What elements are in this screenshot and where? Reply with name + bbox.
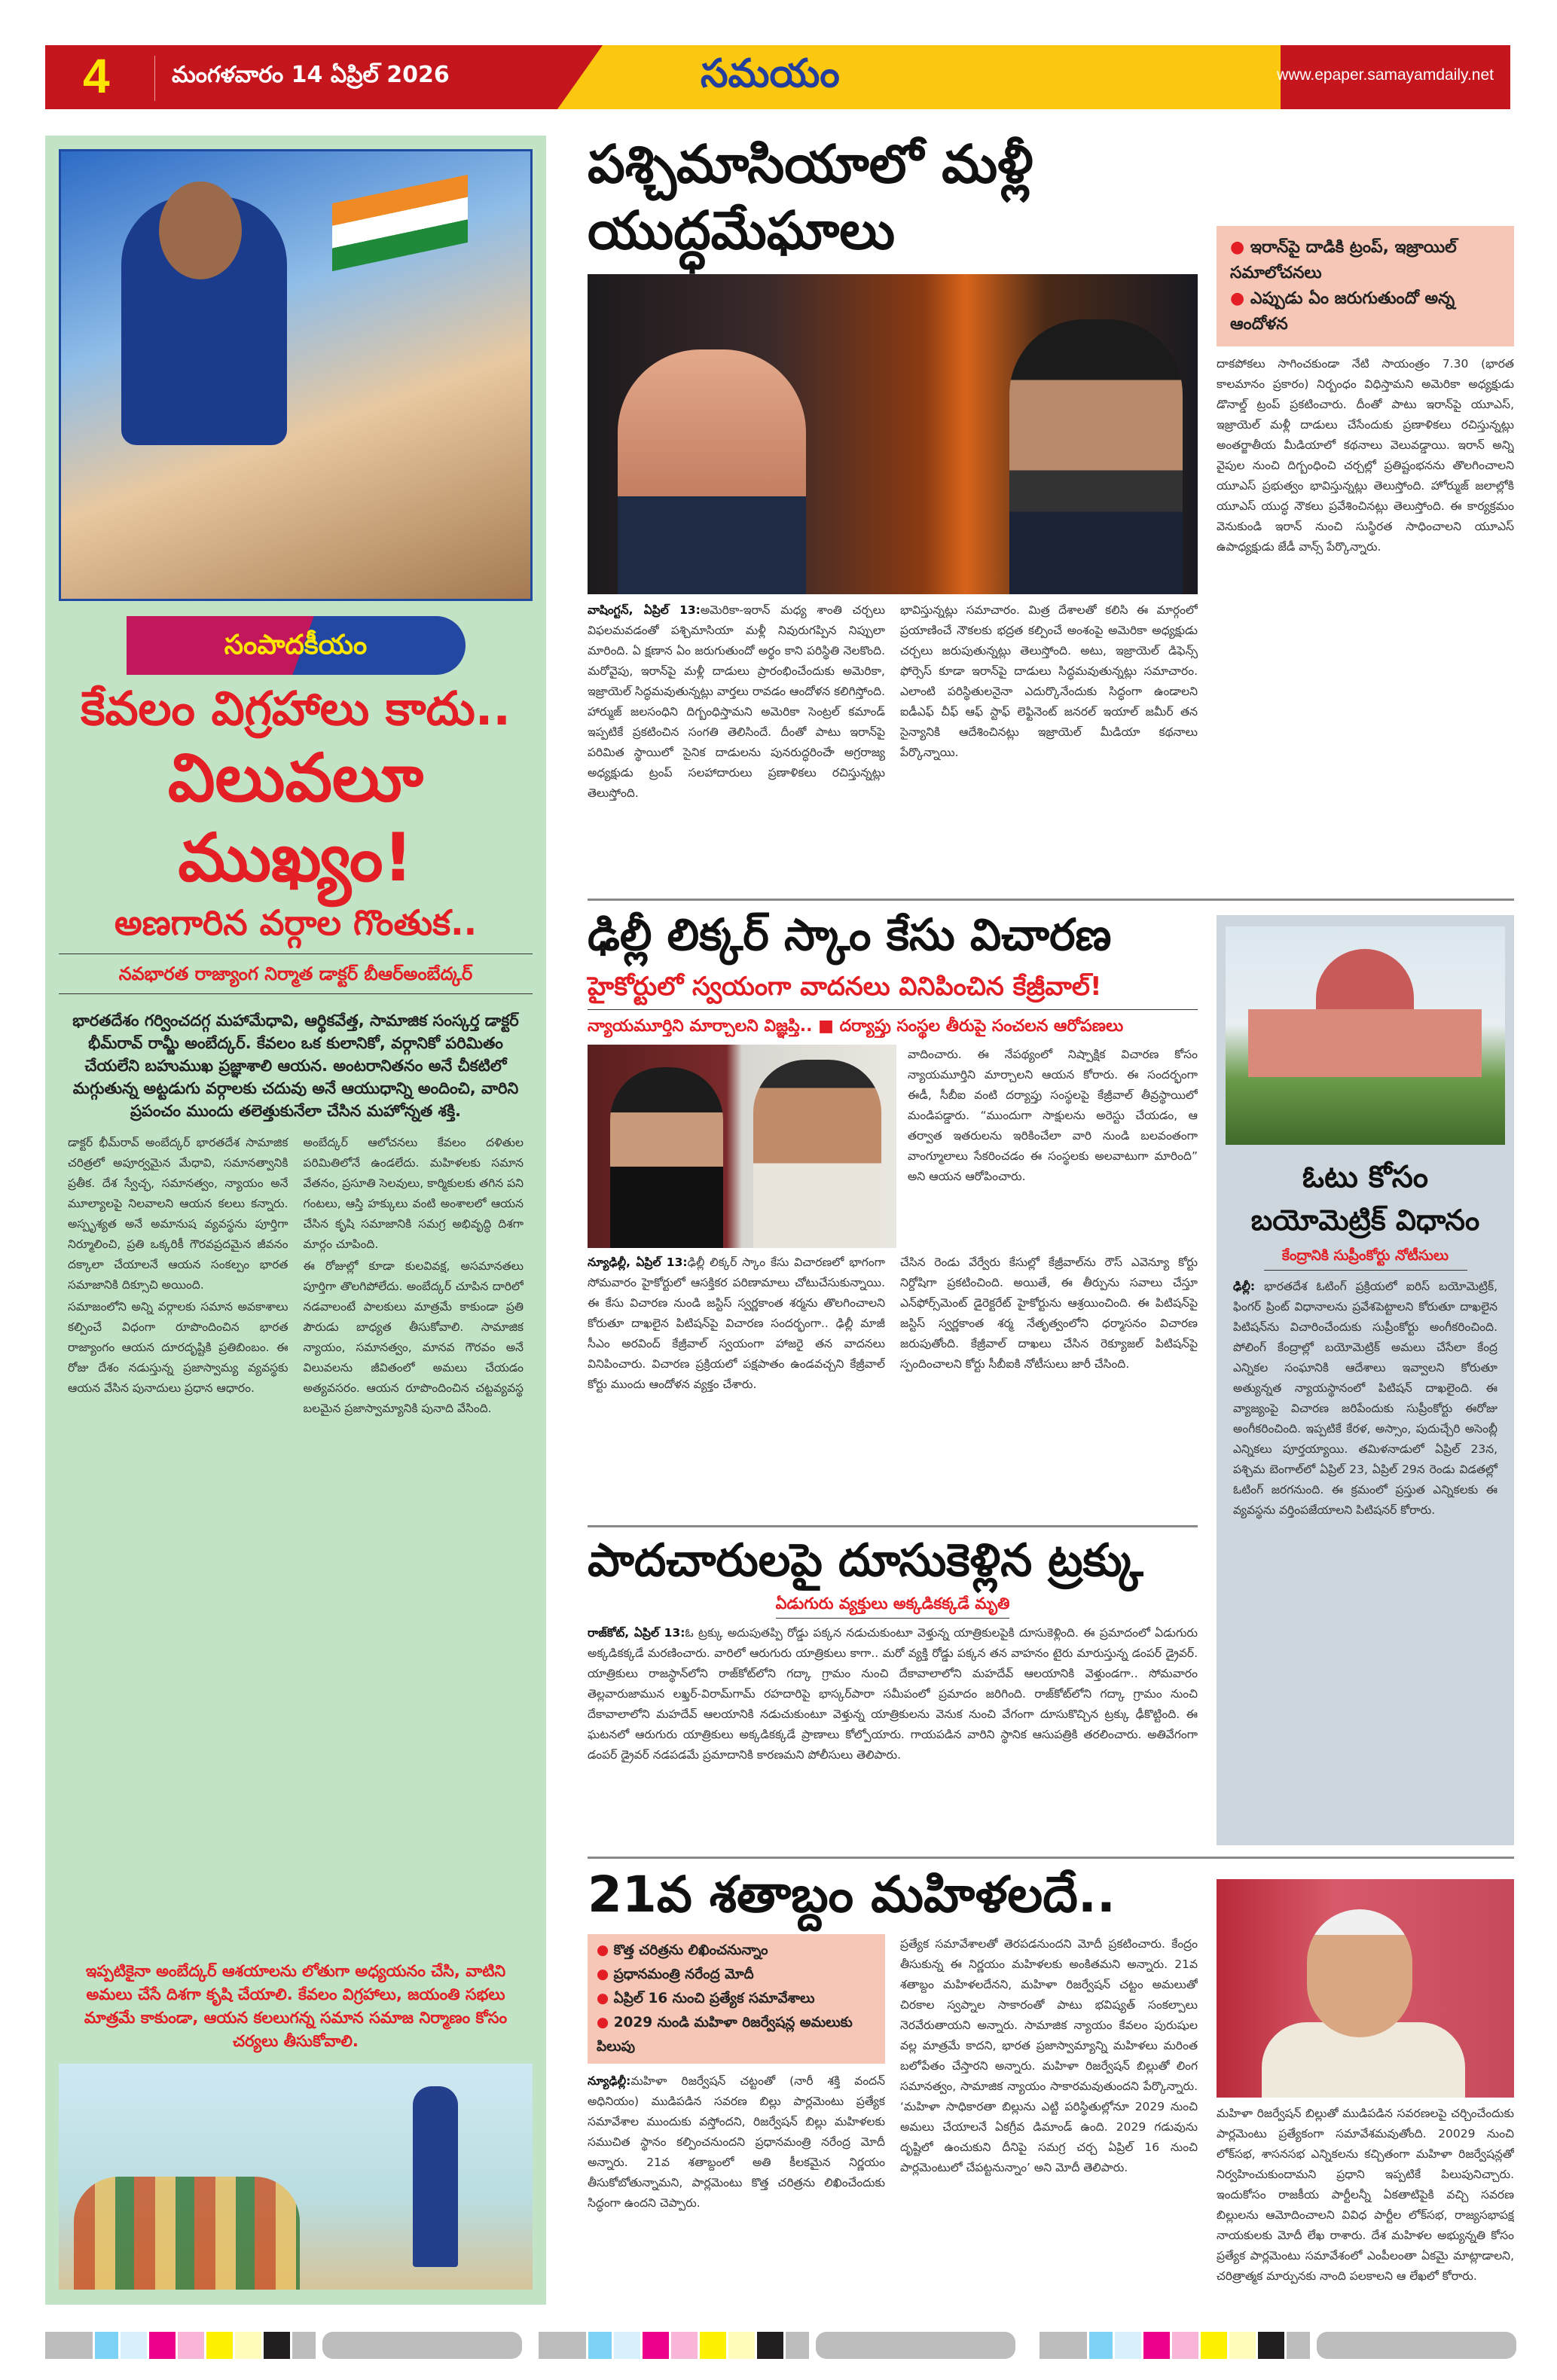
highlight-item [597, 1939, 876, 1963]
liquor-subhead: హైకోర్టులో స్వయంగా వాదనలు వినిపించిన కేజ్రీవాల్! [588, 971, 1102, 1002]
editorial-headline-1: కేవలం విగ్రహాలు కాదు.. [81, 681, 511, 736]
women-body-col3: మహిళా రిజర్వేషన్ బిల్లుతో ముడిపడిన సవరణలపై చర్చించేందుకు పార్లమెంటు ప్రత్యేకంగా సమావేశమవుతోంది. 20029 నుంచి లోక్‌సభ, శాసనసభ ఎన్నికలను కచ్చితంగా మహిళా రిజర్వేషన్లతో నిర్వహించుకుందామని ప్రధాని ఇప్పటికే పిలుపునిచ్చారు. ఇందుకోసం రాజకీయ పార్టీలన్నీ ఏకతాటిపైకి వచ్చి సవరణ బిల్లులను ఆమోదించాలని వివిధ పార్టీల లోక్‌సభ, రాజ్యసభాపక్ష నాయకులకు మోదీ లేఖ రాశారు. దేశ మహిళల అభ్యున్నతి కోసం ప్రత్యేక పార్లమెంటు సమావేశంలో ఎంపీలంతా ఏకమై మాట్లాడాలని, చరిత్రాత్మక మార్పునకు నాంది పలకాలని ఆ లేఖలో కోరారు. [1217, 2107, 1514, 2283]
liquor-body-col2: చేసిన రెండు వేర్వేరు కేసుల్లో కేజ్రీవాల్‌ను రౌస్ ఎవెన్యూ కోర్టు నిర్దోషిగా ప్రకటించింది. అయితే, ఈ తీర్పును సవాలు చేస్తూ ఎన్‌ఫోర్స్‌మెంట్ డైరెక్టరేట్ హైకోర్టును ఆశ్రయించింది. ఈ పిటిషన్‌పై జస్టిస్ స్వర్ణకాంత శర్మ నేతృత్వంలోని ధర్మాసనం విచారణ జరుపుతోంది. కేజ్రీవాల్ దాఖలు చేసిన రెక్యూజల్ పిటిషన్‌పై స్పందించాలని కోర్టు సీబీఐకి నోటీసులు జారీ చేసింది. [900, 1255, 1198, 1371]
body-text: ఓ ట్రక్కు అదుపుతప్పి రోడ్డు పక్కన నడుచుకుంటూ వెళ్తున్న యాత్రికులపైకి దూసుకెళ్లింది. ఈ ప్రమాదంలో ఏడుగురు అక్కడికక్కడే మరణించారు. వారిలో ఆరుగురు యాత్రికులు కాగా.. మరో వ్యక్తి రోడ్డు పక్కన తన వాహనం టైరు మారుస్తున్న డంపర్ డ్రైవర్. యాత్రికులు రాజస్థాన్‌లోని రాజ్‌కోట్‌లోని గద్కా గ్రామం నుంచి దేకావాలాలోని మహదేవ్ ఆలయానికి వెళ్తుండగా.. సోమవారం తెల్లవారుజామున లఖ్తర్-విరామ్‌గామ్ రహదారిపై భాస్కర్‌పారా సమీపంలో ప్రమాదం జరిగింది. రాజ్‌కోట్‌లోని గద్కా గ్రామం నుంచి దేకావాలాలోని మహదేవ్ ఆలయానికి నడుచుకుంటూ వెళ్తున్న యాత్రికులను వెనుక నుంచి వేగంగా దూసుకొచ్చిన ట్రక్కు ఢీకొట్టింది. ఈ ఘటనలో ఆరుగురు యాత్రికులు అక్కడికక్కడే ప్రాణాలు కోల్పోయారు. గాయపడిన వారిని స్థానిక ఆసుపత్రికి తరలించారు. అతివేగంగా డంపర్ డ్రైవర్ నడపడమే ప్రమాదానికి కారణమని పోలీసులు తెలిపారు. [588, 1626, 1198, 1762]
editorial-subhead: నవభారత రాజ్యాంగ నిర్మాత డాక్టర్ బీఆర్‌అంబేద్కర్ [118, 963, 473, 984]
color-swatch [671, 2332, 698, 2359]
paragraph: సమాజంలోని అన్ని వర్గాలకు సమాన అవకాశాలు కల్పించే విధంగా రూపొందించిన భారత రాజ్యాంగం ఆయన దూరదృష్టికి ప్రతిబింబం. ఈ రోజు దేశం నడుస్తున్న ప్రజాస్వామ్య వ్యవస్థకు ఆయన వేసిన పునాదులు ప్రధాన ఆధారం. [68, 1300, 289, 1395]
highlight-item [1230, 286, 1501, 337]
editorial-body [59, 1133, 533, 1949]
editorial-headline-3: అణగారిన వర్గాల గొంతుక.. [114, 902, 478, 943]
color-swatch [643, 2332, 669, 2359]
highlight-item [1230, 235, 1501, 286]
color-swatch [235, 2332, 261, 2359]
color-swatch [1040, 2332, 1087, 2359]
color-swatch [757, 2332, 783, 2359]
flag-shape [332, 175, 468, 271]
highlight-text: ఏప్రిల్ 16 నుంచి ప్రత్యేక సమావేశాలు [613, 1990, 815, 2006]
liquor-body-top: వాదించారు. ఈ నేపథ్యంలో నిష్పాక్షిక విచారణ కోసం న్యాయమూర్తిని మార్చాలని ఆయన కోరారు. ఈ సందర్భంగా ఈడీ, సీబీఐ వంటి దర్యాప్తు సంస్థలపై కేజ్రీవాల్ తీవ్రస్థాయిలో మండిపడ్డారు. “ముందుగా సాక్షులను అరెస్టు చేయడం, ఆ తర్వాత ఇతరులను ఇరికించేలా వారి నుండి బలవంతంగా వాంగ్మూలాలు సేకరించడం ఈ సంస్థలకు అలవాటుగా మారింది” అని ఆయన ఆరోపించారు. [908, 1047, 1198, 1183]
color-swatch [264, 2332, 290, 2359]
gray-bar [322, 2332, 522, 2359]
color-swatch [539, 2332, 586, 2359]
war-headline: పశ్చిమాసియాలో మళ్లీ యుద్ధమేఘాలు [588, 133, 1033, 261]
color-swatch [728, 2332, 755, 2359]
women-left-column [588, 1934, 885, 2309]
paragraph: డాక్టర్ భీమ్‌రావ్ అంబేద్కర్ భారతదేశ సామాజిక చరిత్రలో అపూర్వమైన మేధావి, సమానత్వానికి ప్రతీక. దేశ స్వేచ్ఛ, సమానత్వం, న్యాయం అనే మూల్యాలపై నిలవాలని ఆయన కలలు కన్నారు. అస్పృశ్యత అనే అమానుష వ్యవస్థను పూర్తిగా నిర్మూలించి, ప్రతి ఒక్కరికీ గౌరవప్రదమైన జీవనం దక్కాలా చేయాలనే ఆయన సంకల్పం భారత సమాజానికి దిక్సూచి అయింది. [68, 1136, 289, 1292]
person-shape [610, 1067, 723, 1248]
dateline: వాషింగ్టన్, ఏప్రిల్ 13: [588, 603, 701, 617]
war-body [588, 600, 1198, 892]
color-swatch [1229, 2332, 1256, 2359]
color-registration-strip [45, 2332, 1510, 2359]
biometric-sidebar [1217, 915, 1514, 1845]
biometric-headline-1: ఓటు కోసం [1302, 1160, 1429, 1195]
liquor-story [588, 908, 1198, 1519]
divider [1264, 1270, 1467, 1271]
color-swatch [1115, 2332, 1141, 2359]
dateline: రాజ్‌కోట్, ఏప్రిల్ 13: [588, 1626, 685, 1640]
color-swatch [121, 2332, 147, 2359]
modi-photo [1217, 1879, 1514, 2098]
section-divider [588, 1857, 1514, 1859]
person-shape [1009, 319, 1183, 594]
deck-text: దర్యాప్తు సంస్థల తీరుపై సంచలన ఆరోపణలు [839, 1016, 1124, 1036]
body-text: భారతదేశ ఓటింగ్ ప్రక్రియలో ఐరిస్ బయోమెట్రిక్, ఫింగర్ ప్రింట్ విధానాలను ప్రవేశపెట్టాలని కోరుతూ దాఖలైన పిటిషన్‌ను విచారించేందుకు సుప్రీంకోర్టు అంగీకరించింది. పోలింగ్ కేంద్రాల్లో బయోమెట్రిక్ అమలు చేసేలా కేంద్ర ఎన్నికల సంఘానికి ఆదేశాలు ఇవ్వాలని కోరుతూ అత్యున్నత న్యాయస్థానంలో పిటిషన్ దాఖలైంది. ఈ వ్యాజ్యంపై విచారణ జరిపేందుకు సుప్రీంకోర్టు ఈరోజు అంగీకరించింది. ఇప్పటికే కేరళ, అస్సాం, పుదుచ్చేరి అసెంబ్లీ ఎన్నికలు పూర్తయ్యాయి. తమిళనాడులో ఏప్రిల్ 23న, పశ్చిమ బెంగాల్‌లో ఏప్రిల్ 23, ఏప్రిల్ 29న రెండు విడతల్లో ఓటింగ్ జరగనుంది. ఈ క్రమంలో ప్రస్తుత ఎన్నికలకు ఈ వ్యవస్థను వర్తింపజేయాలని పిటిషనర్ కోరారు. [1233, 1280, 1497, 1517]
header-divider [154, 56, 155, 101]
building-shape [1248, 1009, 1482, 1077]
crowd-shape [74, 2177, 300, 2290]
editorial-body-col1 [68, 1133, 289, 1949]
body-text: అమెరికా-ఇరాన్ మధ్య శాంతి చర్చలు విఫలమవడంతో పశ్చిమాసియా మళ్లీ నివురుగప్పిన నిప్పులా మారింది. ఏ క్షణాన ఏం జరుగుతుందో అర్థం కాని పరిస్థితి నెలకొంది. మరోవైపు, ఇరాన్‌పై మళ్లీ దాడులు ప్రారంభించేందుకు అమెరికా, ఇజ్రాయెల్ సిద్ధమవుతున్నట్లు వార్తలు రావడం ఆందోళన కలిగిస్తోంది. హార్ముజ్ జలసంధిని దిగ్బంధిస్తామని అమెరికా సెంట్రల్ కమాండ్ ఇప్పటికే ప్రకటించిన సంగతి తెలిసిందే. దీంతో పాటు ఇరాన్‌పై పరిమిత స్థాయిలో సైనిక దాడులను పునరుద్ధరించేా అగ్రరాజ్య అధ్యక్షుడు ట్రంప్ సలహాదారులు ప్రణాళికలు రచిస్తున్నట్లు తెలుస్తోంది. [588, 603, 885, 800]
dome-shape [1316, 949, 1414, 1017]
body-text: మహిళా రిజర్వేషన్ చట్టంతో (నారీ శక్తి వందన్ అధినియం) ముడిపడిన సవరణ బిల్లు పార్లమెంటు ప్రత్యేక సమావేశాల ముందుకు వస్తోందని, రిజర్వేషన్ బిల్లు మహిళలకు సముచిత స్థానం కల్పించనుందని ప్రధానమంత్రి నరేంద్ర మోదీ అన్నారు. 21వ శతాబ్దంలో అతి కీలకమైన నిర్ణయం తీసుకోబోతున్నామని, పార్లమెంటు కొత్త చరిత్రను లిఖించేందుకు సిద్ధంగా ఉందని చెప్పారు. [588, 2073, 885, 2210]
color-swatch [1258, 2332, 1284, 2359]
bullet-icon: ● [597, 2014, 614, 2031]
color-swatch [786, 2332, 809, 2359]
color-swatch [206, 2332, 233, 2359]
person-shape [753, 1060, 881, 1248]
women-story [588, 1864, 1198, 2308]
color-swatch [700, 2332, 726, 2359]
highlight-text: 2029 నుండి మహిళా రిజర్వేషన్ల అమలుకు పిలుపు [597, 2014, 853, 2055]
masthead-logo: సమయం [701, 51, 840, 96]
editorial-body-col2 [304, 1133, 524, 1949]
color-swatch [149, 2332, 176, 2359]
color-swatch [1287, 2332, 1310, 2359]
ambedkar-statue-illustration [59, 2064, 533, 2290]
dateline: ఢిల్లీ: [1233, 1280, 1256, 1293]
highlight-text: ఎప్పుడు ఏం జరుగుతుందో అన్న ఆందోళన [1230, 289, 1455, 334]
liquor-body [588, 1253, 1198, 1520]
women-highlights-box [588, 1934, 885, 2064]
person-shape [1307, 1909, 1412, 2037]
truck-story [588, 1533, 1198, 1851]
biometric-subhead: కేంద్రానికి సుప్రీంకోర్టు నోటీసులు [1281, 1247, 1449, 1264]
color-swatch [588, 2332, 612, 2359]
color-swatch [292, 2332, 316, 2359]
color-swatch [178, 2332, 204, 2359]
editorial-headline-2: విలువలూ ముఖ్యం! [167, 739, 424, 896]
trump-iran-photo [588, 274, 1198, 594]
highlight-text: ప్రధానమంత్రి నరేంద్ర మోదీ [613, 1966, 754, 1982]
highlight-text: కొత్త చరిత్రను లిఖించనున్నాం [613, 1942, 768, 1958]
biometric-body [1226, 1277, 1505, 1838]
page-header [45, 45, 1510, 109]
women-body-col1 [588, 2071, 885, 2309]
war-sidebar [1217, 226, 1514, 892]
gray-bar [816, 2332, 1015, 2359]
color-swatch [614, 2332, 640, 2359]
supreme-court-photo [1226, 926, 1505, 1145]
highlight-item [597, 1963, 876, 1987]
color-swatch [1172, 2332, 1198, 2359]
liquor-body-col1 [588, 1253, 885, 1520]
paragraph: ఈ రోజుల్లో కూడా కులవివక్ష, అసమానతలు పూర్తిగా తొలగిపోలేదు. అంబేద్కర్ చూపిన దారిలో నడవాలంటే పాలకులు మాత్రమే కాకుండా ప్రతి పౌరుడు బాధ్యత తీసుకోవాలి. సామాజిక న్యాయం, సమానత్వం, మానవ గౌరవం అనే విలువలను జీవితంలో అమలు చేయడం అత్యవసరం. ఆయన రూపొందించిన చట్టవ్యవస్థ బలమైన ప్రజాస్వామ్యానికి పునాది వేసింది. [303, 1259, 524, 1415]
body-text: ఢిల్లీ లిక్కర్ స్కాం కేసు విచారణలో భాగంగా సోమవారం హైకోర్టులో ఆసక్తికర పరిణామాలు చోటుచేసుకున్నాయి. ఈ కేసు విచారణ నుండి జస్టిస్ స్వర్ణకాంత శర్మను తొలగించాలని కోరుతూ దాఖలైన పిటిషన్‌పై విచారణ సందర్భంగా.. ఢిల్లీ మాజీ సీఎం అరవింద్ కేజ్రీవాల్ స్వయంగా హాజరై తన వాదనలు వినిపించారు. విచారణ ప్రక్రియలో పక్షపాతం ఉండవచ్చని కేజ్రీవాల్ కోర్టు ముందు ఆందోళన వ్యక్తం చేశారు. [588, 1255, 885, 1391]
color-swatch [95, 2332, 118, 2359]
liquor-deck [588, 1015, 1198, 1039]
judge-kejriwal-photo [588, 1045, 896, 1248]
dateline: న్యూఢిల్లీ, ఏప్రిల్ 13: [588, 1255, 688, 1269]
editorial-tag: సంపాదకీయం [127, 616, 466, 675]
biometric-headline-2: బయోమెట్రిక్ విధానం [1250, 1204, 1480, 1237]
bullet-icon: ● [1230, 238, 1250, 257]
divider [588, 1009, 1198, 1010]
editorial-column [45, 136, 546, 2305]
war-body-col3: దాకపోకలు సాగించకుండా నేటి సాయంత్రం 7.30 (భారత కాలమానం ప్రకారం) నిర్బంధం విధిస్తామని అమెరికా అధ్యక్షుడు డొనాల్డ్ ట్రంప్ ప్రకటించారు. దీంతో పాటు ఇరాన్‌పై యూఎస్, ఇజ్రాయెల్ మళ్లీ దాడులు చేసేందుకు ప్రణాళికలు రచిస్తున్నట్లు అంతర్జాతీయ మీడియాలో కథనాలు వెలువడ్డాయి. ఇరాన్ అన్ని వైపుల నుంచి దిగ్బంధించి చర్చల్లో ప్రతిష్టంభనను తొలగించాలని యూఎస్ ప్రభుత్వం భావిస్తున్నట్లు తెలుస్తోంది. హోర్ముజ్ జలాల్లోకి యూఎస్ యుద్ధ నౌకలు ప్రవేశించినట్లు తెలుస్తోంది. ఈ కార్యక్రమం వెనుకుండి ఇరాన్ నుంచి సుస్థిరత సాధించాలని యూఎస్ ఉపాధ్యక్షుడు జేడీ వాన్స్ పేర్కొన్నారు. [1217, 357, 1514, 554]
truck-body [588, 1623, 1198, 1851]
color-swatch [1143, 2332, 1170, 2359]
women-headline: 21వ శతాబ్దం మహిళలదే.. [588, 1866, 1116, 1924]
color-swatch [1089, 2332, 1113, 2359]
bullet-icon: ● [1230, 289, 1250, 308]
ambedkar-illustration [59, 149, 533, 601]
highlight-text: ఇరాన్‌పై దాడికి ట్రంప్, ఇజ్రాయిల్ సమాలోచనలు [1230, 238, 1457, 282]
color-swatch [1201, 2332, 1227, 2359]
war-story [588, 132, 1198, 892]
editorial-intro: భారతదేశం గర్వించదగ్గ మహామేధావి, ఆర్థికవేత్త, సామాజిక సంస్కర్త డాక్టర్ భీమ్‌రావ్ రామ్జీ అంబేద్కర్. కేవలం ఒక కులానికో, వర్గానికో పరిమితం చేయలేని బహుముఖ ప్రజ్ఞాశాలి ఆయన. అంటరానితనం అనే చీకటిలో మగ్గుతున్న అట్టడుగు వర్గాలకు చదువు అనే ఆయుధాన్ని అందించి, వారిని ప్రపంచం ముందు తలెత్తుకునేలా చేసిన మహోన్నత శక్తి. [72, 1012, 519, 1120]
truck-headline: పాదచారులపై దూసుకెళ్లిన ట్రక్కు [588, 1534, 1143, 1587]
section-divider [588, 1525, 1198, 1527]
face-shape [159, 182, 242, 279]
bullet-icon: ● [597, 1990, 614, 2006]
epaper-url[interactable]: www.epaper.samayamdaily.net [1277, 66, 1494, 84]
square-bullet-icon: ■ [818, 1016, 834, 1036]
war-body-col2: భావిస్తున్నట్లు సమాచారం. మిత్ర దేశాలతో కలిసి ఈ మార్గంలో ప్రయాణించే నౌకలకు భద్రత కల్పించే అంశంపై అమెరికా అధ్యక్షుడు చర్చలు జరుపుతున్నట్లు తెలుస్తోంది. అటు, ఇజ్రాయెల్ డిఫెన్స్ ఫోర్సెస్ కూడా ఇరాన్‌పై దాడులు సిద్ధమవుతున్నట్లు సమాచారం. ఎలాంటి పరిస్థితులనైనా ఎదుర్కొనేందుకు సిద్ధంగా ఉండాలని ఐడీఎఫ్ చీఫ్ ఆఫ్ స్టాఫ్ లెఫ్టినెంట్ జనరల్ ఇయాల్ జమీర్ తన సైన్యానికి ఆదేశించినట్లు ఇజ్రాయెల్ మీడియా కథనాలు పేర్కొన్నాయి. [900, 603, 1198, 759]
color-swatch [45, 2332, 93, 2359]
liquor-photo-row [588, 1045, 1198, 1248]
statue-shape [413, 2086, 458, 2267]
header-yellow-band [557, 45, 1281, 109]
bullet-icon: ● [597, 1942, 614, 1958]
gray-bar [1317, 2332, 1516, 2359]
editorial-pull-quote: ఇప్పటికైనా అంబేద్కర్ ఆశయాలను లోతుగా అధ్యయనం చేసి, వాటిని అమలు చేసే దిశగా కృషి చేయాలి. కేవలం విగ్రహాలు, జయంతి సభలు మాత్రమే కాకుండా, ఆయన కలలుగన్న సమాన సమాజ నిర్మాణం కోసం చర్యలు తీసుకోవాలి. [84, 1962, 508, 2050]
truck-subhead: ఏడుగురు వ్యక్తులు అక్కడికక్కడే మృతి [775, 1594, 1010, 1613]
issue-date: మంగళవారం 14 ఏప్రిల్ 2026 [172, 62, 450, 88]
section-divider [588, 899, 1514, 901]
women-body [588, 1934, 1198, 2309]
divider [776, 1618, 1009, 1619]
paragraph: అంబేద్కర్ ఆలోచనలు కేవలం దళితుల పరిమితిలోనే ఉండలేదు. మహిళలకు సమాన వేతనం, ప్రసూతి సెలవులు, కార్మికులకు తగిన పని గంటలు, ఆస్తి హక్కులు వంటి అంశాలలో ఆయన చేసిన కృషి సమాజానికి సమగ్ర అభివృద్ధి దిశగా మార్గం చూపింది. [303, 1136, 524, 1251]
bullet-icon: ● [597, 1966, 614, 1982]
war-body-col1 [588, 600, 885, 892]
highlight-item [597, 1987, 876, 2011]
highlight-item [597, 2011, 876, 2059]
deck-text: న్యాయమూర్తిని మార్చాలని విజ్ఞప్తి.. [588, 1016, 813, 1036]
women-body-col2: ప్రత్యేక సమావేశాలతో తెరపడనుందని మోదీ ప్రకటించారు. కేంద్రం తీసుకున్న ఈ నిర్ణయం మహిళలకు అంకితమని అన్నారు. 21వ శతాబ్దం మహిళలదేనని, మహిళా రిజర్వేషన్ చట్టం అమలుతో చిరకాల స్వప్నాల సాకారంతో పాటు భవిష్యత్ సంకల్పాలు నెరవేరుతాయని అన్నారు. సామాజిక న్యాయం కేవలం పురుషుల వల్ల మాత్రమే కాదని, భారత ప్రజాస్వామ్యాన్ని మహిళలు మరింత బలోపేతం చేస్తారని అన్నారు. మహిళా రిజర్వేషన్ బిల్లుతో లింగ సమానత్వం, సామాజిక న్యాయం సాకారమవుతుందని పేర్కొన్నారు. ‘మహిళా సాధికారతా బిల్లును ఎట్టి పరిస్థితుల్లోనూ 2029 నుంచి అమలు చేయాలనే ఏకగ్రీవ డిమాండ్ ఉంది. 2029 గడువును దృష్టిలో ఉంచుకుని దీనిపై సమగ్ర చర్చ ఏప్రిల్ 16 నుంచి పార్లమెంటులో చేపట్టనున్నాం’ అని మోదీ తెలిపారు. [900, 1936, 1198, 2174]
modi-sidebar [1217, 1879, 1514, 2307]
liquor-headline: ఢిల్లీ లిక్కర్ స్కాం కేసు విచారణ [588, 909, 1112, 960]
page-number: 4 [83, 49, 110, 103]
dateline: న్యూఢిల్లీ: [588, 2073, 631, 2088]
war-highlights-box [1217, 226, 1514, 346]
person-shape [618, 349, 806, 594]
